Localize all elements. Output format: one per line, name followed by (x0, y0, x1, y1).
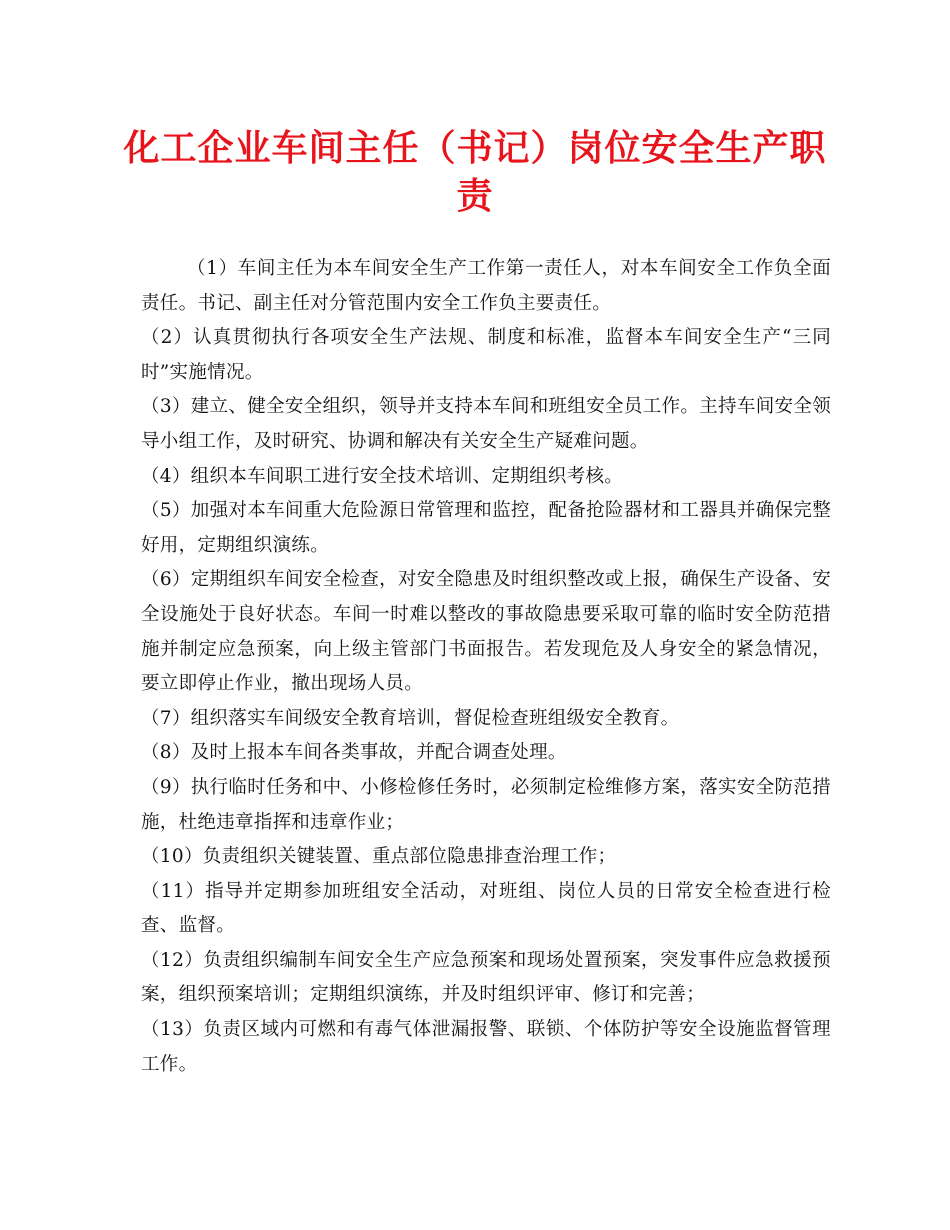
paragraph-10: （10）负责组织关键装置、重点部位隐患排查治理工作； (141, 846, 617, 868)
paragraph-4: （4）组织本车间职工进行安全技术培训、定期组织考核。 (141, 465, 624, 487)
paragraph-9: （9）执行临时任务和中、小修检修任务时，必须制定检维修方案，落实安全防范措施，杜绝违章指挥和违章作业； (141, 776, 831, 833)
document-title: 化工企业车间主任（书记）岗位安全生产职责 (123, 127, 827, 217)
paragraph-11: （11）指导并定期参加班组安全活动，对班组、岗位人员的日常安全检查进行检查、监督。 (141, 880, 831, 937)
paragraph-3: （3）建立、健全安全组织，领导并支持本车间和班组安全员工作。主持车间安全领导小组工作，及时研究、协调和解决有关安全生产疑难问题。 (141, 396, 831, 452)
paragraph-5: （5）加强对本车间重大危险源日常管理和监控，配备抢险器材和工器具并确保完整好用，定期组织演练。 (141, 500, 831, 556)
paragraph-8: （8）及时上报本车间各类事故，并配合调查处理。 (141, 742, 567, 764)
paragraph-2: （2）认真贯彻执行各项安全生产法规、制度和标准，监督本车间安全生产“三同时”实施情况。 (141, 327, 831, 383)
paragraph-1: （1）车间主任为本车间安全生产工作第一责任人，对本车间安全工作负全面责任。书记、副主任对分管范围内安全工作负主要责任。 (141, 258, 831, 314)
paragraph-6: （6）定期组织车间安全检查，对安全隐患及时组织整改或上报，确保生产设备、安全设施处于良好状态。车间一时难以整改的事故隐患要采取可靠的临时安全防范措施并制定应急预案，向上级主管部门书面报告。若发现危及人身安全的紧急情况，要立即停止作业，撤出现场人员。 (141, 569, 831, 695)
paragraph-7: （7）组织落实车间级安全教育培训，督促检查班组级安全教育。 (141, 707, 680, 729)
document-body (141, 252, 831, 1082)
paragraph-12: （12）负责组织编制车间安全生产应急预案和现场处置预案，突发事件应急救援预案，组织预案培训；定期组织演练，并及时组织评审、修订和完善； (141, 949, 831, 1006)
paragraph-13: （13）负责区域内可燃和有毒气体泄漏报警、联锁、个体防护等安全设施监督管理工作。 (141, 1019, 831, 1075)
